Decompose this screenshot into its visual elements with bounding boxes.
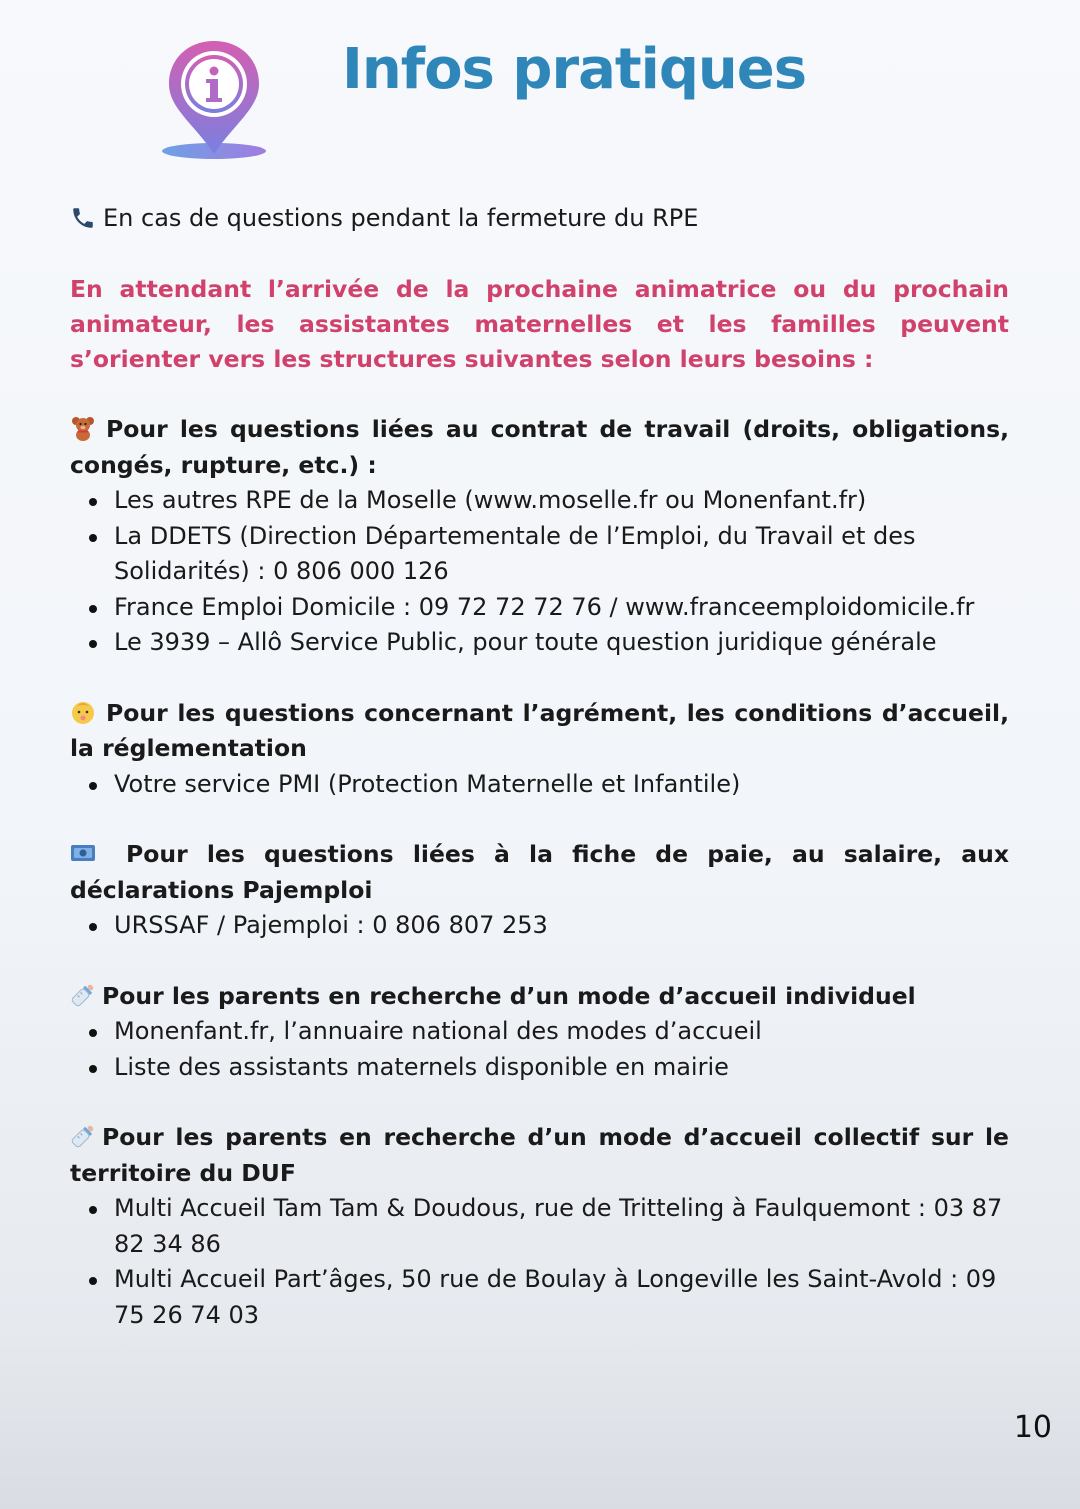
baby-bottle-icon — [70, 982, 96, 1008]
page-number: 10 — [1013, 1410, 1052, 1445]
section-list — [70, 1014, 1009, 1085]
section-heading: Pour les questions concernant l’agrément, les conditions d’accueil, la réglementation — [70, 698, 1009, 762]
banknote-icon — [70, 840, 96, 866]
list-item: Liste des assistants maternels disponible en mairie — [114, 1050, 1009, 1086]
section-list — [70, 1191, 1009, 1333]
section-accueil-individuel — [70, 979, 1009, 1086]
list-item: Monenfant.fr, l’annuaire national des modes d’accueil — [114, 1014, 1009, 1050]
section-list — [70, 483, 1009, 661]
list-item: Le 3939 – Allô Service Public, pour toute question juridique générale — [114, 625, 1009, 661]
content — [70, 200, 1009, 1333]
section-heading: Pour les questions liées à la fiche de paie, au salaire, aux déclarations Pajemploi — [70, 840, 1009, 904]
page-title: Infos pratiques — [342, 37, 807, 102]
section-accueil-collectif — [70, 1120, 1009, 1333]
teddy-bear-icon — [70, 415, 96, 441]
section-list — [70, 908, 1009, 944]
list-item: Multi Accueil Part’âges, 50 rue de Boulay à Longeville les Saint-Avold : 09 75 26 74 03 — [114, 1262, 1009, 1333]
section-heading: Pour les parents en recherche d’un mode d’accueil individuel — [70, 979, 1009, 1015]
list-item: La DDETS (Direction Départementale de l’Emploi, du Travail et des Solidarités) : 0 806 000 126 — [114, 519, 1009, 590]
list-item: URSSAF / Pajemploi : 0 806 807 253 — [114, 908, 1009, 944]
intro-text: En cas de questions pendant la fermeture du RPE — [103, 204, 699, 232]
baby-bottle-icon — [70, 1123, 96, 1149]
section-heading: Pour les parents en recherche d’un mode d’accueil collectif sur le territoire du DUF — [70, 1123, 1009, 1187]
phone-icon — [70, 205, 96, 231]
list-item: Votre service PMI (Protection Maternelle et Infantile) — [114, 767, 1009, 803]
section-agrement — [70, 696, 1009, 803]
intro-line — [70, 200, 1009, 236]
info-location-pin-icon — [160, 38, 268, 163]
notice-text: En attendant l’arrivée de la prochaine animatrice ou du prochain animateur, les assistantes maternelles et les familles peuvent s’orienter vers les structures suivantes selon leurs besoins : — [70, 275, 1009, 373]
list-item: Les autres RPE de la Moselle (www.moselle.fr ou Monenfant.fr) — [114, 483, 1009, 519]
section-list — [70, 767, 1009, 803]
baby-icon — [70, 699, 96, 725]
section-contrat — [70, 412, 1009, 661]
section-heading: Pour les questions liées au contrat de travail (droits, obligations, congés, rupture, etc.) : — [70, 415, 1009, 479]
list-item: France Emploi Domicile : 09 72 72 72 76 / www.franceemploidomicile.fr — [114, 590, 1009, 626]
list-item: Multi Accueil Tam Tam & Doudous, rue de Tritteling à Faulquemont : 03 87 82 34 86 — [114, 1191, 1009, 1262]
section-paie — [70, 837, 1009, 944]
